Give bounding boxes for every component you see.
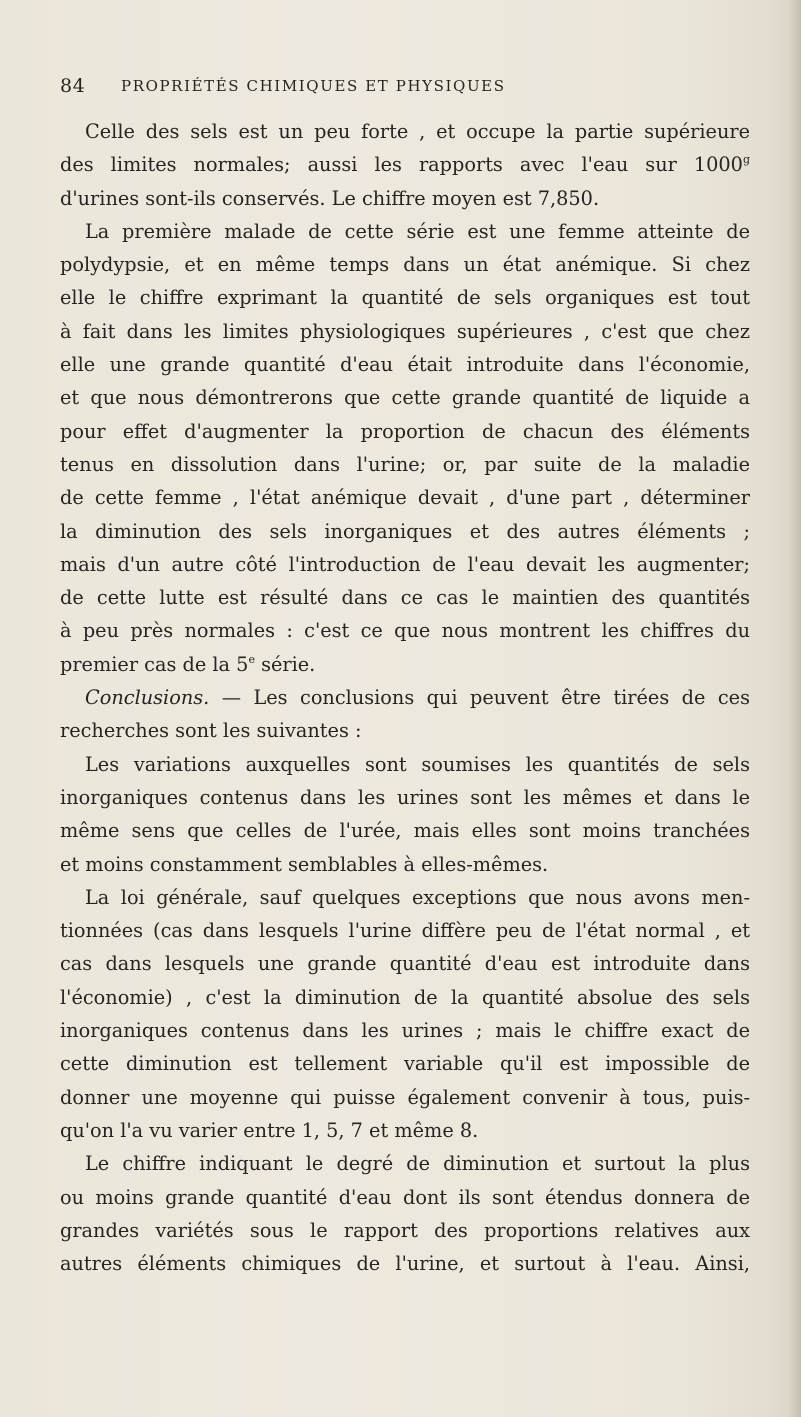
text-line: de cette lutte est résulté dans ce cas le maintien des quantités — [60, 586, 750, 610]
text-line: donner une moyenne qui puisse également convenir à tous, puis- — [60, 1085, 750, 1109]
text-line: tenus en dissolution dans l'urine; or, par suite de la maladie — [60, 452, 750, 476]
text-line: elle le chiffre exprimant la quantité de sels organiques est tout — [60, 286, 750, 310]
text-line: cette diminution est tellement variable qu'il est impossible de — [60, 1052, 750, 1076]
text-line: même sens que celles de l'urée, mais elles sont moins tranchées — [60, 819, 750, 843]
text-line: cas dans lesquels une grande quantité d'eau est introduite dans — [60, 952, 750, 976]
text-line: Le chiffre indiquant le degré de diminution et surtout la plus — [85, 1152, 750, 1176]
text-line: de cette femme , l'état anémique devait , d'une part , déterminer — [60, 486, 750, 510]
text-line: et moins constamment semblables à elles-mêmes. — [60, 852, 549, 876]
text-line: polydypsie, et en même temps dans un état anémique. Si chez — [60, 253, 750, 277]
text-line: d'urines sont-ils conservés. Le chiffre moyen est 7,850. — [60, 186, 600, 210]
text-line-content: des limites normales; aussi les rapports avec l'eau sur 1000 — [60, 153, 743, 177]
text-line — [60, 648, 750, 681]
text-line-content: — Les conclusions qui peuvent être tirées de ces — [221, 686, 750, 710]
text-line: qu'on l'a vu varier entre 1, 5, 7 et même 8. — [60, 1118, 479, 1142]
text-line: recherches sont les suivantes : — [60, 719, 362, 743]
body-text — [60, 115, 750, 1280]
serie-tail: série. — [254, 652, 316, 676]
text-line: La première malade de cette série est une femme atteinte de — [85, 219, 750, 243]
page-header — [60, 75, 750, 101]
text-line: inorganiques contenus dans les urines ; mais le chiffre exact de — [60, 1019, 750, 1043]
text-line: inorganiques contenus dans les urines sont les mêmes et dans le — [60, 785, 750, 809]
text-line: l'économie) , c'est la diminution de la quantité absolue des sels — [60, 985, 750, 1009]
text-line: mais d'un autre côté l'introduction de l'eau devait les augmenter; — [60, 552, 750, 576]
text-line: la diminution des sels inorganiques et des autres éléments ; — [60, 519, 750, 543]
text-line: elle une grande quantité d'eau était introduite dans l'économie, — [60, 353, 750, 377]
text-line: ou moins grande quantité d'eau dont ils sont étendus donnera de — [60, 1185, 750, 1209]
text-line: autres éléments chimiques de l'urine, et surtout à l'eau. Ainsi, — [60, 1252, 750, 1276]
serie-superscript: e — [248, 652, 255, 666]
text-line — [60, 681, 750, 714]
text-line: pour effet d'augmenter la proportion de chacun des éléments — [60, 419, 750, 443]
conclusions-heading: Conclusions. — [85, 686, 210, 710]
text-line: et que nous démontrerons que cette grande quantité de liquide a — [60, 386, 750, 410]
text-line: tionnées (cas dans lesquels l'urine diffère peu de l'état normal , et — [60, 919, 750, 943]
text-line: La loi générale, sauf quelques exceptions que nous avons men- — [85, 885, 750, 909]
page-edge-shadow — [787, 0, 801, 1417]
text-line: à peu près normales : c'est ce que nous montrent les chiffres du — [60, 619, 750, 643]
gram-superscript: g — [742, 153, 750, 167]
text-line: à fait dans les limites physiologiques supérieures , c'est que chez — [60, 319, 750, 343]
text-line: Les variations auxquelles sont soumises les quantités de sels — [85, 752, 750, 776]
text-line — [60, 148, 750, 181]
page-number: 84 — [60, 75, 86, 97]
text-line: Celle des sels est un peu forte , et occupe la partie supérieure — [85, 120, 750, 143]
text-line-content: premier cas de la 5 — [60, 652, 249, 676]
text-line: grandes variétés sous le rapport des proportions relatives aux — [60, 1218, 750, 1242]
running-title: PROPRIÉTÉS CHIMIQUES ET PHYSIQUES — [121, 77, 506, 95]
